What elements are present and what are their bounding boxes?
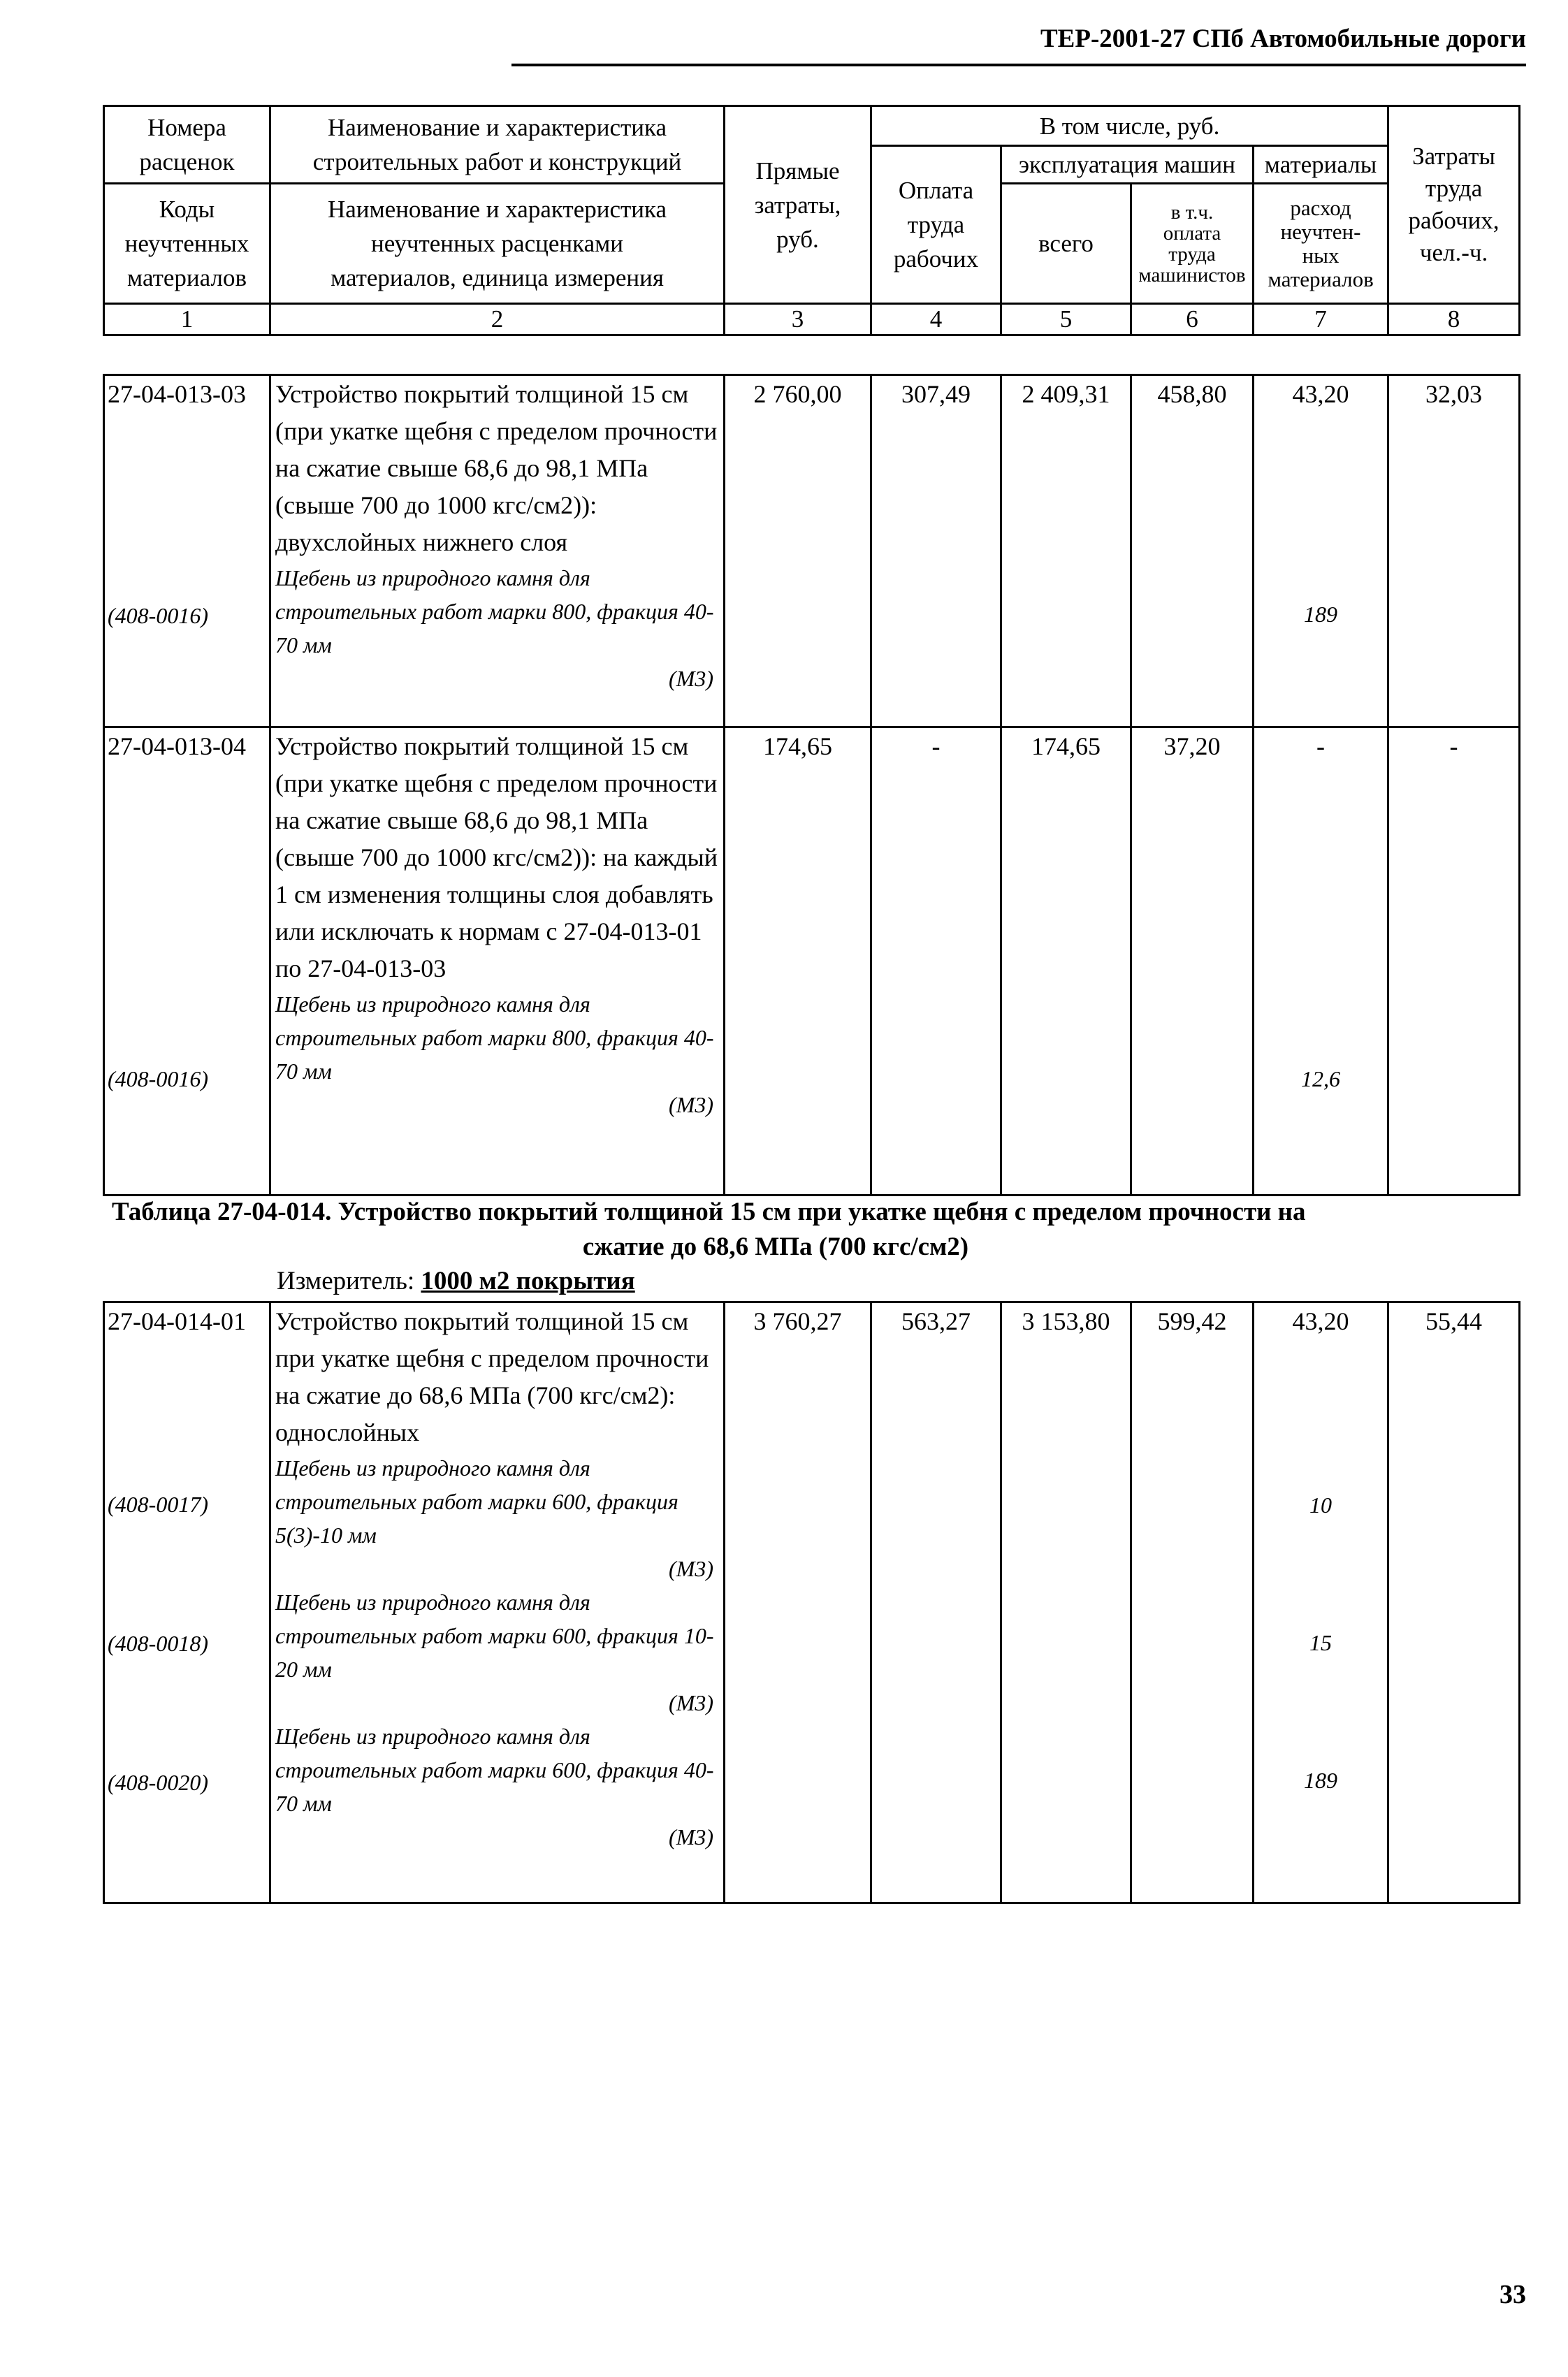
table-row: [104, 727, 1520, 1195]
material-unit: (М3): [669, 1556, 713, 1581]
document-header-title: ТЕР-2001-27 СПб Автомобильные дороги: [1040, 24, 1526, 53]
work-description: Устройство покрытий толщиной 15 см (при укатке щебня с пределом прочности на сжатие свыше 68,6 до 98,1 МПа (свыше 700 до 1000 кгс/см2)): двухслойных нижнего слоя: [275, 380, 718, 556]
page-number: 33: [1500, 2280, 1526, 2309]
labor-cost-value: -: [1388, 727, 1520, 1195]
machines-total-value: 174,65: [1001, 727, 1131, 1195]
material-quantity: 15: [1309, 1630, 1332, 1655]
material-unit: (М3): [669, 666, 713, 691]
header-rule: [511, 64, 1526, 66]
materials-cell: [1254, 727, 1388, 1195]
machinist-pay-value: 37,20: [1131, 727, 1254, 1195]
rates-table-013: [103, 374, 1520, 1196]
col-materials-usage: расход неучтен- ных материалов: [1254, 184, 1388, 304]
col-number: 2: [270, 304, 725, 335]
material-unit: (М3): [669, 1690, 713, 1715]
col-machines: эксплуатация машин: [1001, 146, 1254, 184]
materials-cell: [1254, 1302, 1388, 1903]
material-quantity: 12,6: [1301, 1066, 1340, 1091]
col-material-codes: Коды неучтенных материалов: [104, 184, 270, 304]
rate-code: 27-04-014-01: [108, 1307, 246, 1335]
material-name: Щебень из природного камня для строительных работ марки 800, фракция 40-70 мм: [275, 565, 714, 657]
material-name: Щебень из природного камня для строительных работ марки 600, фракция 40-70 мм: [275, 1724, 714, 1816]
col-rate-numbers: Номера расценок: [104, 106, 270, 184]
machinist-pay-value: 599,42: [1131, 1302, 1254, 1903]
materials-value: -: [1316, 732, 1325, 760]
rate-code-cell: [104, 727, 270, 1195]
work-description-cell: [270, 1302, 725, 1903]
labor-pay-value: 307,49: [871, 375, 1001, 727]
material-name: Щебень из природного камня для строительных работ марки 600, фракция 10-20 мм: [275, 1590, 714, 1682]
work-description: Устройство покрытий толщиной 15 см (при укатке щебня с пределом прочности на сжатие свыше 68,6 до 98,1 МПа (свыше 700 до 1000 кгс/см2)): на каждый 1 см изменения толщины слоя добавлять или исключать к нормам с 27-04-013-01 по 27-04-013-03: [275, 732, 718, 982]
col-number: 7: [1254, 304, 1388, 335]
material-name: Щебень из природного камня для строительных работ марки 600, фракция 5(3)-10 мм: [275, 1455, 678, 1548]
machines-total-value: 2 409,31: [1001, 375, 1131, 727]
material-code: (408-0016): [108, 603, 208, 628]
col-material-name: Наименование и характеристика неучтенных расценками материалов, единица измерения: [270, 184, 725, 304]
rate-code-cell: [104, 1302, 270, 1903]
col-number: 3: [725, 304, 871, 335]
col-machines-total: всего: [1001, 184, 1131, 304]
table-row: [104, 375, 1520, 727]
work-description: Устройство покрытий толщиной 15 см при укатке щебня с пределом прочности на сжатие до 68,6 МПа (700 кгс/см2): однослойных: [275, 1307, 709, 1446]
direct-costs-value: 174,65: [725, 727, 871, 1195]
rates-table-014: [103, 1301, 1520, 1904]
material-code: (408-0017): [108, 1492, 208, 1517]
col-including: В том числе, руб.: [871, 106, 1388, 146]
material-code: (408-0018): [108, 1631, 208, 1656]
direct-costs-value: 2 760,00: [725, 375, 871, 727]
labor-cost-value: 32,03: [1388, 375, 1520, 727]
material-quantity: 189: [1304, 1768, 1337, 1793]
rate-code-cell: [104, 375, 270, 727]
materials-cell: [1254, 375, 1388, 727]
col-number: 1: [104, 304, 270, 335]
labor-pay-value: -: [871, 727, 1001, 1195]
material-name: Щебень из природного камня для строительных работ марки 800, фракция 40-70 мм: [275, 991, 714, 1084]
material-unit: (М3): [669, 1824, 713, 1849]
column-header-table: [103, 105, 1520, 336]
rate-code: 27-04-013-03: [108, 380, 246, 408]
col-materials: материалы: [1254, 146, 1388, 184]
col-number: 8: [1388, 304, 1520, 335]
material-quantity: 10: [1309, 1492, 1332, 1518]
col-number: 6: [1131, 304, 1254, 335]
col-labor-cost: Затраты труда рабочих, чел.-ч.: [1388, 106, 1520, 304]
table-caption: Таблица 27-04-014. Устройство покрытий толщиной 15 см при укатке щебня с пределом прочности на сжатие до 68,6 МПа (700 кгс/см2): [112, 1198, 1306, 1261]
col-work-name: Наименование и характеристика строительных работ и конструкций: [270, 106, 725, 184]
material-unit: (М3): [669, 1092, 713, 1117]
machinist-pay-value: 458,80: [1131, 375, 1254, 727]
material-quantity: 189: [1304, 602, 1337, 627]
col-labor-pay: Оплата труда рабочих: [871, 146, 1001, 304]
labor-cost-value: 55,44: [1388, 1302, 1520, 1903]
measure-unit: Измеритель: 1000 м2 покрытия: [277, 1267, 635, 1295]
work-description-cell: [270, 727, 725, 1195]
materials-value: 43,20: [1292, 380, 1349, 408]
material-code: (408-0020): [108, 1770, 208, 1795]
material-code: (408-0016): [108, 1066, 208, 1091]
machines-total-value: 3 153,80: [1001, 1302, 1131, 1903]
rate-code: 27-04-013-04: [108, 732, 246, 760]
table-row: [104, 1302, 1520, 1903]
labor-pay-value: 563,27: [871, 1302, 1001, 1903]
col-number: 5: [1001, 304, 1131, 335]
col-machinist-pay: в т.ч. оплата труда машинистов: [1131, 184, 1254, 304]
direct-costs-value: 3 760,27: [725, 1302, 871, 1903]
work-description-cell: [270, 375, 725, 727]
materials-value: 43,20: [1292, 1307, 1349, 1335]
col-number: 4: [871, 304, 1001, 335]
col-direct-costs: Прямые затраты, руб.: [725, 106, 871, 304]
